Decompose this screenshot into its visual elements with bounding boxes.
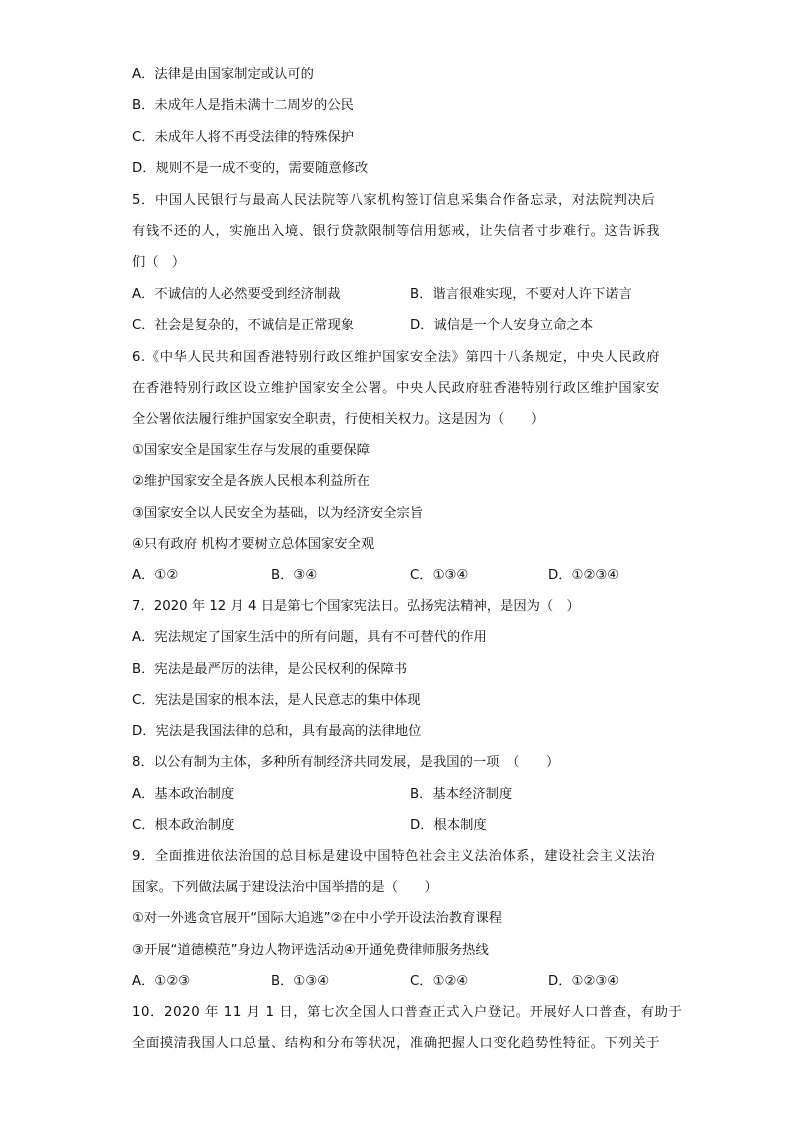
option-6b: B．③④ <box>271 568 318 583</box>
statement-6-3: ③国家安全以人民安全为基础，以为经济安全宗旨 <box>132 506 424 521</box>
option-8c: C．根本政治制度 <box>132 818 235 833</box>
option-6a: A．①② <box>132 568 179 583</box>
option-5a: A．不诚信的人必然要受到经济制裁 <box>132 287 341 302</box>
option-7c: C．宪法是国家的根本法，是人民意志的集中体现 <box>132 693 421 708</box>
question-10-line-2: 全面摸清我国人口总量、结构和分布等状况，准确把握人口变化趋势性特征。下列关于 <box>132 1036 661 1051</box>
option-8a: A．基本政治制度 <box>132 787 235 802</box>
option-4b: B．未成年人是指未满十二周岁的公民 <box>132 98 354 113</box>
question-10-line-1: 10．2020 年 11 月 1 日，第七次全国人口普查正式入户登记。开展好人口普查，有助于 <box>132 1005 683 1020</box>
option-6c: C．①③④ <box>410 568 469 583</box>
option-5d: D．诚信是一个人安身立命之本 <box>410 318 594 333</box>
question-8: 8．以公有制为主体，多种所有制经济共同发展，是我国的一项 （ ） <box>132 755 560 770</box>
option-8b: B．基本经济制度 <box>410 787 513 802</box>
option-9d: D．①②③④ <box>548 974 620 989</box>
statement-9-3-4: ③开展“道德模范”身边人物评选活动④开通免费律师服务热线 <box>132 943 489 958</box>
question-6-line-3: 全公署依法履行维护国家安全职责，行使相关权力。这是因为（ ） <box>132 412 545 427</box>
option-8d: D．根本制度 <box>410 818 487 833</box>
question-5-line-1: 5．中国人民银行与最高人民法院等八家机构签订信息采集合作备忘录，对法院判决后 <box>132 193 656 208</box>
option-9a: A．①②③ <box>132 974 191 989</box>
option-7a: A．宪法规定了国家生活中的所有问题，具有不可替代的作用 <box>132 630 487 645</box>
option-4d: D．规则不是一成不变的，需要随意修改 <box>132 161 369 176</box>
question-9-line-1: 9．全面推进依法治国的总目标是建设中国特色社会主义法治体系，建设社会主义法治 <box>132 849 656 864</box>
statement-6-1: ①国家安全是国家生存与发展的重要保障 <box>132 443 370 458</box>
statement-6-2: ②维护国家安全是各族人民根本利益所在 <box>132 474 370 489</box>
question-9-line-2: 国家。下列做法属于建设法治中国举措的是（ ） <box>132 880 438 895</box>
question-6-line-1: 6.《中华人民共和国香港特别行政区维护国家安全法》第四十八条规定，中央人民政府 <box>132 350 661 365</box>
option-5b: B．谐言很难实现，不要对人许下诺言 <box>410 287 632 302</box>
statement-9-1-2: ①对一外逃贪官展开“国际大追逃”②在中小学开设法治教育课程 <box>132 911 503 926</box>
option-7d: D．宪法是我国法律的总和，具有最高的法律地位 <box>132 724 422 739</box>
option-7b: B．宪法是最严厉的法律，是公民权利的保障书 <box>132 662 408 677</box>
question-7: 7．2020 年 12 月 4 日是第七个国家宪法日。弘扬宪法精神，是因为（ ） <box>132 599 580 614</box>
option-4c: C．未成年人将不再受法律的特殊保护 <box>132 130 355 145</box>
question-6-line-2: 在香港特别行政区设立维护国家安全公署。中央人民政府驻香港特别行政区维护国家安 <box>132 381 661 396</box>
question-5-line-3: 们（ ） <box>132 255 186 270</box>
statement-6-4: ④只有政府 机构才要树立总体国家安全观 <box>132 537 375 552</box>
option-6d: D．①②③④ <box>548 568 620 583</box>
option-9c: C．①②④ <box>410 974 469 989</box>
option-5c: C．社会是复杂的，不诚信是正常现象 <box>132 318 355 333</box>
question-5-line-2: 有钱不还的人，实施出入境、银行贷款限制等信用惩戒，让失信者寸步难行。这告诉我 <box>132 224 661 239</box>
option-9b: B．①③④ <box>271 974 330 989</box>
option-4a: A．法律是由国家制定或认可的 <box>132 67 314 82</box>
